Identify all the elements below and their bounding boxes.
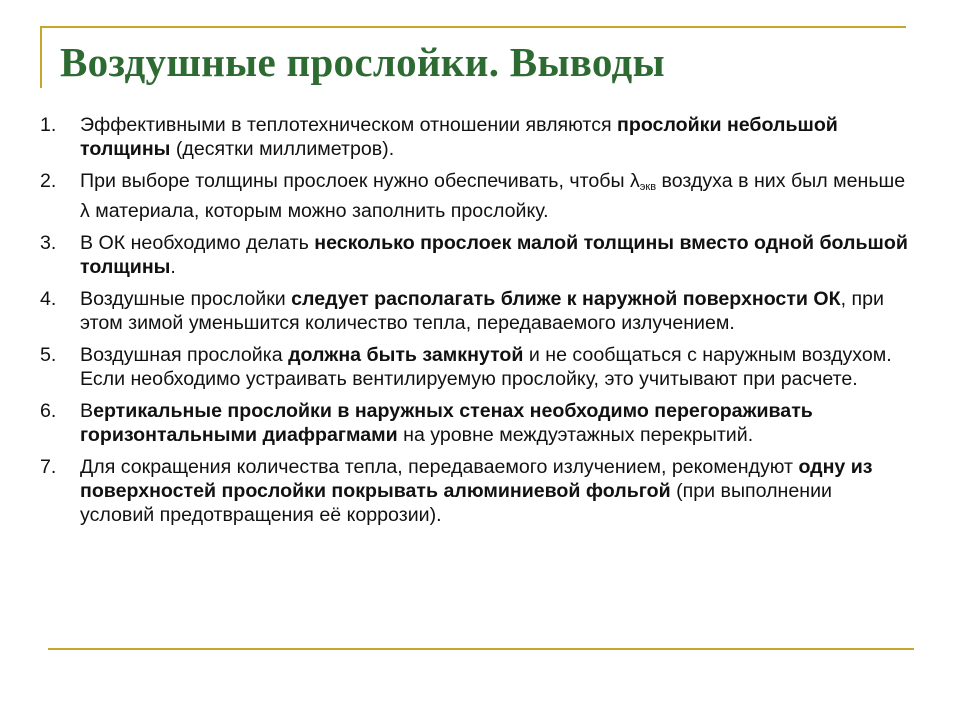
item-text-part: на уровне междуэтажных перекрытий. — [397, 424, 754, 446]
item-text-part: Воздушные прослойки — [80, 288, 292, 310]
list-item-2 — [40, 169, 910, 223]
item-number: 4. — [40, 288, 57, 310]
item-text-bold: одну из поверхностей прослойки покрывать алюминиевой фольгой — [80, 456, 873, 502]
frame-left-line — [40, 26, 42, 88]
list-item-3 — [40, 231, 910, 279]
item-text-part: воздуха в них был меньше λ материала, которым можно заполнить прослойку. — [80, 170, 906, 222]
slide-title: Воздушные прослойки. Выводы — [60, 39, 665, 85]
item-text-part: (десятки миллиметров). — [170, 138, 395, 160]
item-text — [80, 455, 910, 527]
item-number: 7. — [40, 456, 57, 478]
list-item-5 — [40, 343, 910, 391]
item-text-bold: должна быть замкнутой — [288, 344, 524, 366]
list-item-7 — [40, 455, 910, 527]
item-text — [80, 169, 910, 223]
item-text-part: Эффективными в теплотехническом отношении являются — [80, 114, 618, 136]
item-text — [80, 399, 910, 447]
frame-top-line — [40, 26, 906, 28]
item-text-part: Воздушная прослойка — [80, 344, 289, 366]
item-text-part: , при этом зимой уменьшится количество тепла, передаваемого излучением. — [80, 288, 884, 334]
item-text — [80, 113, 910, 161]
item-number: 6. — [40, 400, 57, 422]
item-text-part: В ОК необходимо делать — [80, 232, 315, 254]
item-number: 5. — [40, 344, 57, 366]
item-number: 3. — [40, 232, 57, 254]
item-text — [80, 287, 910, 335]
list-item-1 — [40, 113, 910, 161]
conclusions-list — [40, 113, 910, 535]
item-number: 1. — [40, 114, 57, 136]
item-text — [80, 343, 910, 391]
lambda-subscript: экв — [639, 181, 657, 193]
item-text-part: При выборе толщины прослоек нужно обеспечивать, чтобы λ — [80, 170, 640, 192]
item-number: 2. — [40, 170, 57, 192]
item-text-bold: ертикальные прослойки в наружных стенах необходимо перегораживать горизонтальными диафрагмами — [80, 400, 813, 446]
list-item-6 — [40, 399, 910, 447]
item-text — [80, 231, 910, 279]
item-text-part: Для сокращения количества тепла, передаваемого излучением, рекомендуют — [80, 456, 799, 478]
item-text-part: (при выполнении условий предотвращения её коррозии). — [80, 480, 832, 526]
item-text-part: . — [170, 256, 176, 278]
item-text-bold: следует располагать ближе к наружной поверхности ОК — [291, 288, 841, 310]
list-item-4 — [40, 287, 910, 335]
item-text-bold: несколько прослоек малой толщины вместо одной большой толщины — [80, 232, 908, 278]
item-text-part: В — [80, 400, 94, 422]
item-text-part: и не сообщаться с наружным воздухом. Если необходимо устраивать вентилируемую прослойку, это учитывают при расчете. — [80, 344, 892, 390]
frame-bottom-line — [48, 648, 914, 650]
item-text-bold: прослойки небольшой толщины — [80, 114, 838, 160]
